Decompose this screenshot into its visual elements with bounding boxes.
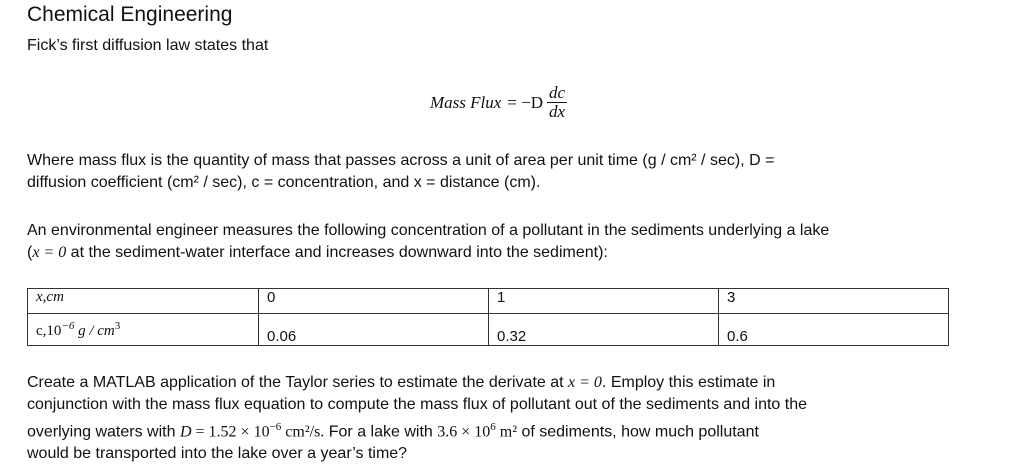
math-inline: D bbox=[179, 423, 192, 441]
paragraph-line bbox=[27, 416, 807, 443]
paragraph-line: diffusion coefficient (cm² / sec), c = concentration, and x = distance (cm). bbox=[27, 174, 541, 191]
table-cell-label: x,cm bbox=[28, 289, 259, 314]
math-inline: x = 0 bbox=[568, 374, 602, 391]
paragraph-text: . Employ this estimate in bbox=[601, 374, 776, 391]
page-title: Chemical Engineering bbox=[27, 3, 233, 26]
table-cell: 1 bbox=[489, 289, 719, 314]
intro-text: Fick’s first diffusion law states that bbox=[27, 37, 269, 54]
equation-denominator: dx bbox=[549, 102, 566, 121]
math-inline: = 1.52 × 10 bbox=[191, 423, 270, 441]
table-cell: 0.32 bbox=[489, 314, 719, 346]
paren: ( bbox=[27, 244, 33, 261]
paragraph-line bbox=[27, 372, 807, 394]
math-inline: m² bbox=[495, 423, 518, 441]
paragraph-text: at the sediment-water interface and increases downward into the sediment): bbox=[66, 244, 608, 261]
paragraph-text: of sediments, how much pollutant bbox=[517, 423, 759, 441]
paragraph-definitions bbox=[27, 150, 774, 194]
math-inline: cm²/s. bbox=[281, 423, 325, 441]
table-cell-label bbox=[28, 314, 259, 346]
math-exp: −6 bbox=[269, 421, 282, 433]
equation-numerator: dc bbox=[549, 83, 566, 102]
paragraph-line: conjunction with the mass flux equation to compute the mass flux of pollutant out of the sediments and into the bbox=[27, 396, 808, 413]
table-cell: 3 bbox=[719, 289, 949, 314]
label-unit-exp: 3 bbox=[114, 319, 121, 332]
math-exp: 6 bbox=[490, 421, 496, 433]
paragraph-line: An environmental engineer measures the following concentration of a pollutant in the sediments underlying a lake bbox=[27, 222, 830, 239]
equation-sign: = −D bbox=[507, 92, 543, 112]
equation-fraction bbox=[547, 84, 567, 121]
paragraph-task bbox=[27, 372, 807, 465]
table-cell: 0 bbox=[259, 289, 489, 314]
table-row bbox=[28, 289, 949, 314]
equation-lhs: Mass Flux bbox=[430, 92, 502, 112]
label-text: c,10 bbox=[36, 322, 62, 339]
paragraph-line: would be transported into the lake over a year’s time? bbox=[27, 445, 408, 463]
paragraph-line bbox=[27, 242, 829, 264]
paragraph-text: Create a MATLAB application of the Taylor series to estimate the derivate at bbox=[27, 374, 569, 391]
paragraph-text: overlying waters with bbox=[27, 423, 180, 441]
table-cell: 0.6 bbox=[719, 314, 949, 346]
concentration-table bbox=[27, 288, 949, 346]
label-exp: −6 bbox=[61, 319, 75, 332]
paragraph-text: For a lake with bbox=[324, 423, 438, 441]
table-cell: 0.06 bbox=[259, 314, 489, 346]
math-inline: x = 0 bbox=[32, 244, 67, 261]
paragraph-line: Where mass flux is the quantity of mass that passes across a unit of area per unit time (g / cm² / sec), D = bbox=[27, 152, 775, 169]
paragraph-measurement bbox=[27, 220, 829, 264]
table-row bbox=[28, 314, 949, 346]
ficks-law-equation bbox=[430, 84, 567, 121]
math-inline: 3.6 × 10 bbox=[437, 423, 491, 441]
label-unit: g / cm bbox=[74, 322, 115, 339]
